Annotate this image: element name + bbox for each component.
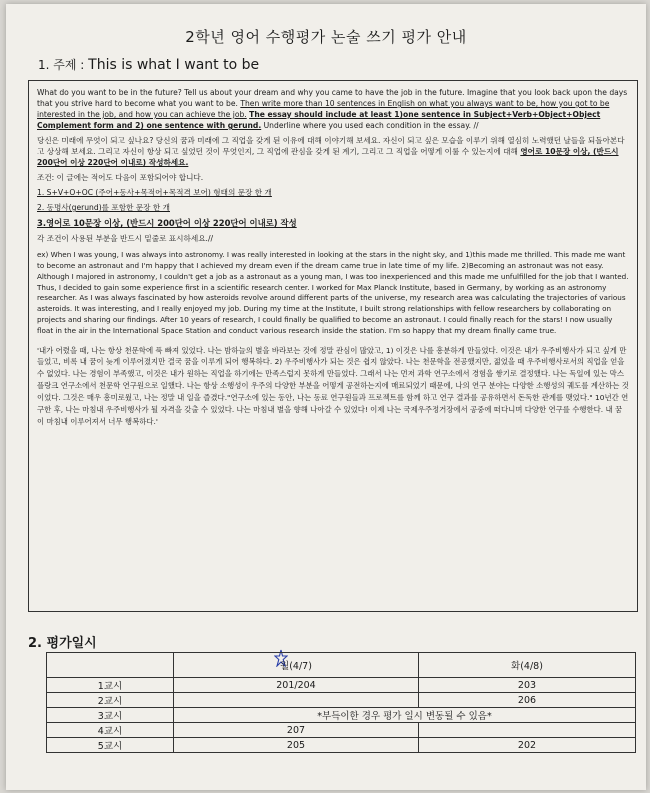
header-day1: 월(4/7) <box>174 653 419 678</box>
day1-cell: 207 <box>174 723 419 738</box>
table-header-row <box>47 653 636 678</box>
period-cell: 1교시 <box>47 678 174 693</box>
prompt-en-1: What do you want to be in the future? Tell us about your dream and why you came to have the job in the future. Imagine that you look back upon the days that you strive hard to become what you want to be. <box>37 88 628 108</box>
conditions-note: 각 조건이 사용된 부분을 반드시 밑줄로 표시하세요.// <box>37 234 214 244</box>
period-cell: 4교시 <box>47 723 174 738</box>
prompt-en-4: Underline where you used each condition in the essay. // <box>263 121 479 130</box>
prompt-en-3: The essay should include at least 1)one sentence in Subject+Verb+Object+Object Complement form and 2) one sentence with gerund. <box>37 110 601 130</box>
day2-cell <box>419 723 636 738</box>
table-row <box>47 708 636 723</box>
example-english: ex) When I was young, I was always into astronomy. I was really interested in looking at the stars in the night sky, and 1)this made me thrilled. This made me want to become an astronaut and I'm happy that I achieved my dream even if the dream came true in late time of my life. 2)Becoming an astronaut was not easy. Although I majored in astronomy, I couldn't get a job as a astronaut as a young man, I was too inexperienced and this made me unfulfilled for the job that I wanted. Thus, I decided to gain some experience first in a scientific research center. I worked for Max Planck Institute, based in Germany, by working as an astronomy researcher. As I was always fascinated by how asteroids revolve around different parts of the universe, my research area was calculating the trajectories of various asteroids. It was interesting, and I really enjoyed my job. During my time at the Institute, I built strong relationships with fellow researchers by collaborating on projects and sharing our findings. After 10 years of research, I could finally be qualified to become an astronaut. I could finally reach for the stars! I now usually float in the air in the International Space Station and conduct various research inside the station. I'm so happy that my dream finally came true. <box>37 250 629 335</box>
period-cell: 3교시 <box>47 708 174 723</box>
schedule-table <box>46 652 636 753</box>
condition-1: 1. S+V+O+OC (주어+동사+목적어+목적격 보어) 형태의 문장 한 개 <box>37 188 272 197</box>
document-page <box>6 4 646 790</box>
day1-cell: 201/204 <box>174 678 419 693</box>
header-blank <box>47 653 174 678</box>
instructions-box <box>28 80 638 612</box>
example-korean: '내가 어렸을 때, 나는 항상 천문학에 푹 빠져 있었다. 나는 밤하늘의 별을 바라보는 것에 정말 관심이 많았고, 1) 이것은 나를 흥분하게 만들었다. 이것은 내가 우주비행사가 되고 싶게 만들었고, 비록 내 꿈이 늦게 이루어졌지만 결국 꿈을 이루게 되어 행복하다. 2) 우주비행사가 되는 것은 쉽지 않았다. 나는 천문학을 전공했지만, 젊었을 때 우주비행사로서의 직업을 얻을 수 없었다. 나는 경험이 부족했고, 이것은 내가 원하는 직업을 하기에는 만족스럽지 못하게 만들었다. 그래서 나는 먼저 과학 연구소에서 경험을 쌓기로 결정했다. 나는 독일에 있는 막스 플랑크 연구소에서 천문학 연구원으로 일했다. 나는 항상 소행성이 우주의 다양한 부분을 어떻게 공전하는지에 매료되었기 때문에, 나의 연구 분야는 다양한 소행성의 궤도를 계산하는 것이었다. 그것은 매우 흥미로웠고, 나는 정말 내 일을 즐겼다."연구소에 있는 동안, 나는 동료 연구원들과 프로젝트를 함께 하고 연구 결과를 공유하면서 돈독한 관계를 맺었다." 10년간 연구한 후, 나는 마침내 우주비행사가 될 자격을 갖출 수 있었다. 나는 마침내 별을 향해 나아갈 수 있었다! 이제 나는 국제우주정거장에서 공중에 떠다니며 다양한 연구를 수행한다. 내 꿈이 마침내 이루어져서 너무 행복하다.' <box>37 345 629 426</box>
page-title: 2학년 영어 수행평가 논술 쓰기 평가 안내 <box>185 28 467 46</box>
prompt-en-2: Then write more than 10 sentences in English on what you always want to be, how you got to be interested in the job, and how you can achieve the job. <box>37 99 610 119</box>
header-day2: 화(4/8) <box>419 653 636 678</box>
schedule-note-cell: *부득이한 경우 평가 일시 변동될 수 있음* <box>174 708 636 723</box>
day2-cell: 202 <box>419 738 636 753</box>
table-row <box>47 738 636 753</box>
section1-label: 1. 주제 : <box>38 58 85 72</box>
section1-topic: This is what I want to be <box>88 57 260 73</box>
condition-3: 3.영어로 10문장 이상, (반드시 200단어 이상 220단어 이내로) 작성 <box>37 218 297 228</box>
table-row <box>47 678 636 693</box>
conditions-intro: 조건: 이 글에는 적어도 다음이 포함되어야 합니다. <box>37 173 204 182</box>
condition-2: 2. 동명사(gerund)를 포함한 문장 한 개 <box>37 203 170 212</box>
table-row <box>47 693 636 708</box>
section2-heading: 2. 평가일시 <box>28 636 97 651</box>
period-cell: 5교시 <box>47 738 174 753</box>
day2-cell: 203 <box>419 678 636 693</box>
conditions-list <box>37 172 629 244</box>
section1-heading <box>38 56 259 73</box>
prompt-ko-1: 당신은 미래에 무엇이 되고 싶나요? 당신의 꿈과 미래에 그 직업을 갖게 된 이유에 대해 이야기해 보세요. 자신이 되고 싶은 모습을 이루기 위해 열심히 노력했던 날들을 되돌아본다고 상상해 보세요. 그리고 자신이 항상 되고 싶었던 것이 무엇인지, 그 직업에 관심을 갖게 된 계기, 그리고 그 직업을 어떻게 이룰 수 있는지에 대해 <box>37 136 625 156</box>
table-row <box>47 723 636 738</box>
day1-cell: 205 <box>174 738 419 753</box>
day2-cell: 206 <box>419 693 636 708</box>
prompt-english <box>37 87 629 131</box>
prompt-korean <box>37 135 629 168</box>
day1-cell <box>174 693 419 708</box>
prompt-ko-2: 영어로 10문장 이상, (반드시 200단어 이상 220단어 이내로) 작성하세요. <box>37 147 619 167</box>
period-cell: 2교시 <box>47 693 174 708</box>
